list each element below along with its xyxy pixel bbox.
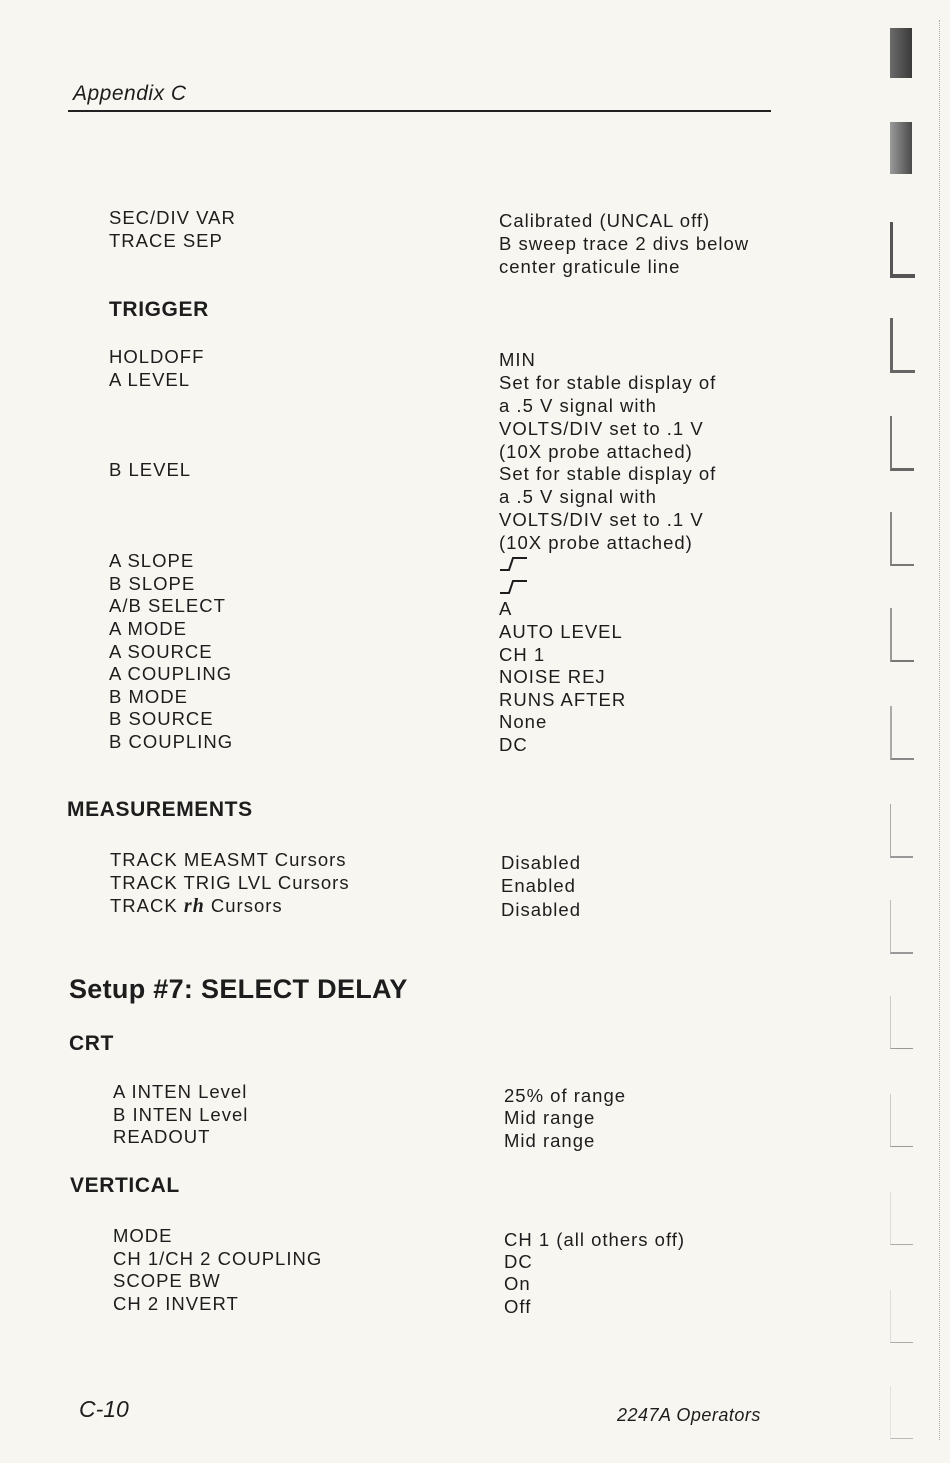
value-trace-sep-continued: center graticule line <box>499 256 681 277</box>
label-mode: MODE <box>113 1225 173 1246</box>
value-b-inten-level: Mid range <box>504 1107 596 1128</box>
section-heading-vertical: VERTICAL <box>70 1174 180 1197</box>
section-heading-measurements: MEASUREMENTS <box>67 798 253 821</box>
value-b-level-line: Set for stable display of <box>499 463 717 484</box>
edge-tab <box>890 1192 913 1245</box>
value-b-coupling: DC <box>499 734 528 755</box>
value-a-inten-level: 25% of range <box>504 1085 627 1106</box>
value-scope-bw: On <box>504 1273 531 1294</box>
value-track-rh-cursors: Disabled <box>501 899 581 920</box>
rh-symbol: rh <box>183 895 205 917</box>
edge-tab <box>890 28 912 78</box>
label-readout: READOUT <box>113 1126 211 1147</box>
value-a-source: CH 1 <box>499 644 546 665</box>
edge-tab <box>890 416 914 471</box>
value-a-coupling: NOISE REJ <box>499 666 606 687</box>
label-a-level: A LEVEL <box>109 369 191 390</box>
value-track-measmt-cursors: Disabled <box>501 852 581 873</box>
edge-tab <box>890 996 913 1049</box>
value-track-trig-lvl-cursors: Enabled <box>501 875 576 896</box>
label-a-slope: A SLOPE <box>109 550 195 571</box>
value-a-level-line: (10X probe attached) <box>499 441 693 462</box>
label-b-inten-level: B INTEN Level <box>113 1104 249 1125</box>
label-holdoff: HOLDOFF <box>109 346 205 367</box>
value-b-mode: RUNS AFTER <box>499 689 627 710</box>
value-a-level-line: VOLTS/DIV set to .1 V <box>499 418 704 439</box>
edge-tab <box>890 222 915 278</box>
page-number: C-10 <box>79 1396 129 1422</box>
value-sec-div-var: Calibrated (UNCAL off) <box>499 210 711 231</box>
edge-tab <box>890 122 912 174</box>
label-a-coupling: A COUPLING <box>109 663 233 684</box>
value-ch2-invert: Off <box>504 1296 532 1317</box>
header-rule <box>68 110 771 112</box>
label-track-trig-lvl-cursors: TRACK TRIG LVL Cursors <box>110 872 350 893</box>
edge-tab <box>890 706 914 760</box>
page-edge-line <box>939 20 940 1440</box>
label-b-level: B LEVEL <box>109 459 192 480</box>
page-edge-tabs <box>880 0 950 1463</box>
label-a-source: A SOURCE <box>109 641 213 662</box>
value-b-level-line: (10X probe attached) <box>499 532 693 553</box>
value-mode: CH 1 (all others off) <box>504 1229 686 1250</box>
label-track-measmt-cursors: TRACK MEASMT Cursors <box>110 849 347 870</box>
section-heading-crt: CRT <box>69 1032 114 1055</box>
label-ab-select: A/B SELECT <box>109 595 226 616</box>
value-a-level-line: Set for stable display of <box>499 372 717 393</box>
edge-tab <box>890 900 913 954</box>
value-b-level-line: VOLTS/DIV set to .1 V <box>499 509 704 530</box>
edge-tab <box>890 608 914 662</box>
setup-title: Setup #7: SELECT DELAY <box>69 974 408 1004</box>
label-a-mode: A MODE <box>109 618 187 639</box>
value-b-source: None <box>499 711 548 732</box>
edge-tab <box>890 1386 913 1439</box>
edge-tab <box>890 318 915 373</box>
label-b-source: B SOURCE <box>109 708 214 729</box>
label-b-slope: B SLOPE <box>109 573 196 594</box>
label-track-rh-cursors <box>110 895 283 917</box>
label-track-prefix: TRACK <box>110 895 178 916</box>
edge-tab <box>890 512 914 566</box>
label-scope-bw: SCOPE BW <box>113 1270 221 1291</box>
value-trace-sep: B sweep trace 2 divs below <box>499 233 750 254</box>
edge-tab <box>890 1094 913 1147</box>
label-b-mode: B MODE <box>109 686 188 707</box>
running-header: Appendix C <box>73 82 187 105</box>
label-ch2-invert: CH 2 INVERT <box>113 1293 239 1314</box>
label-cursors-suffix: Cursors <box>210 895 283 916</box>
rising-edge-slope-icon <box>499 555 529 578</box>
label-trace-sep: TRACE SEP <box>109 230 223 251</box>
value-a-level-line: a .5 V signal with <box>499 395 657 416</box>
manual-title: 2247A Operators <box>617 1405 761 1425</box>
section-heading-trigger: TRIGGER <box>109 298 209 321</box>
edge-tab <box>890 804 913 858</box>
value-ch1-ch2-coupling: DC <box>504 1251 533 1272</box>
value-ab-select: A <box>499 598 513 619</box>
edge-tab <box>890 1290 913 1343</box>
value-holdoff: MIN <box>499 349 536 370</box>
value-readout: Mid range <box>504 1130 596 1151</box>
label-a-inten-level: A INTEN Level <box>113 1081 248 1102</box>
value-a-mode: AUTO LEVEL <box>499 621 623 642</box>
label-ch1-ch2-coupling: CH 1/CH 2 COUPLING <box>113 1248 323 1269</box>
label-sec-div-var: SEC/DIV VAR <box>109 207 236 228</box>
label-b-coupling: B COUPLING <box>109 731 234 752</box>
value-b-level-line: a .5 V signal with <box>499 486 657 507</box>
